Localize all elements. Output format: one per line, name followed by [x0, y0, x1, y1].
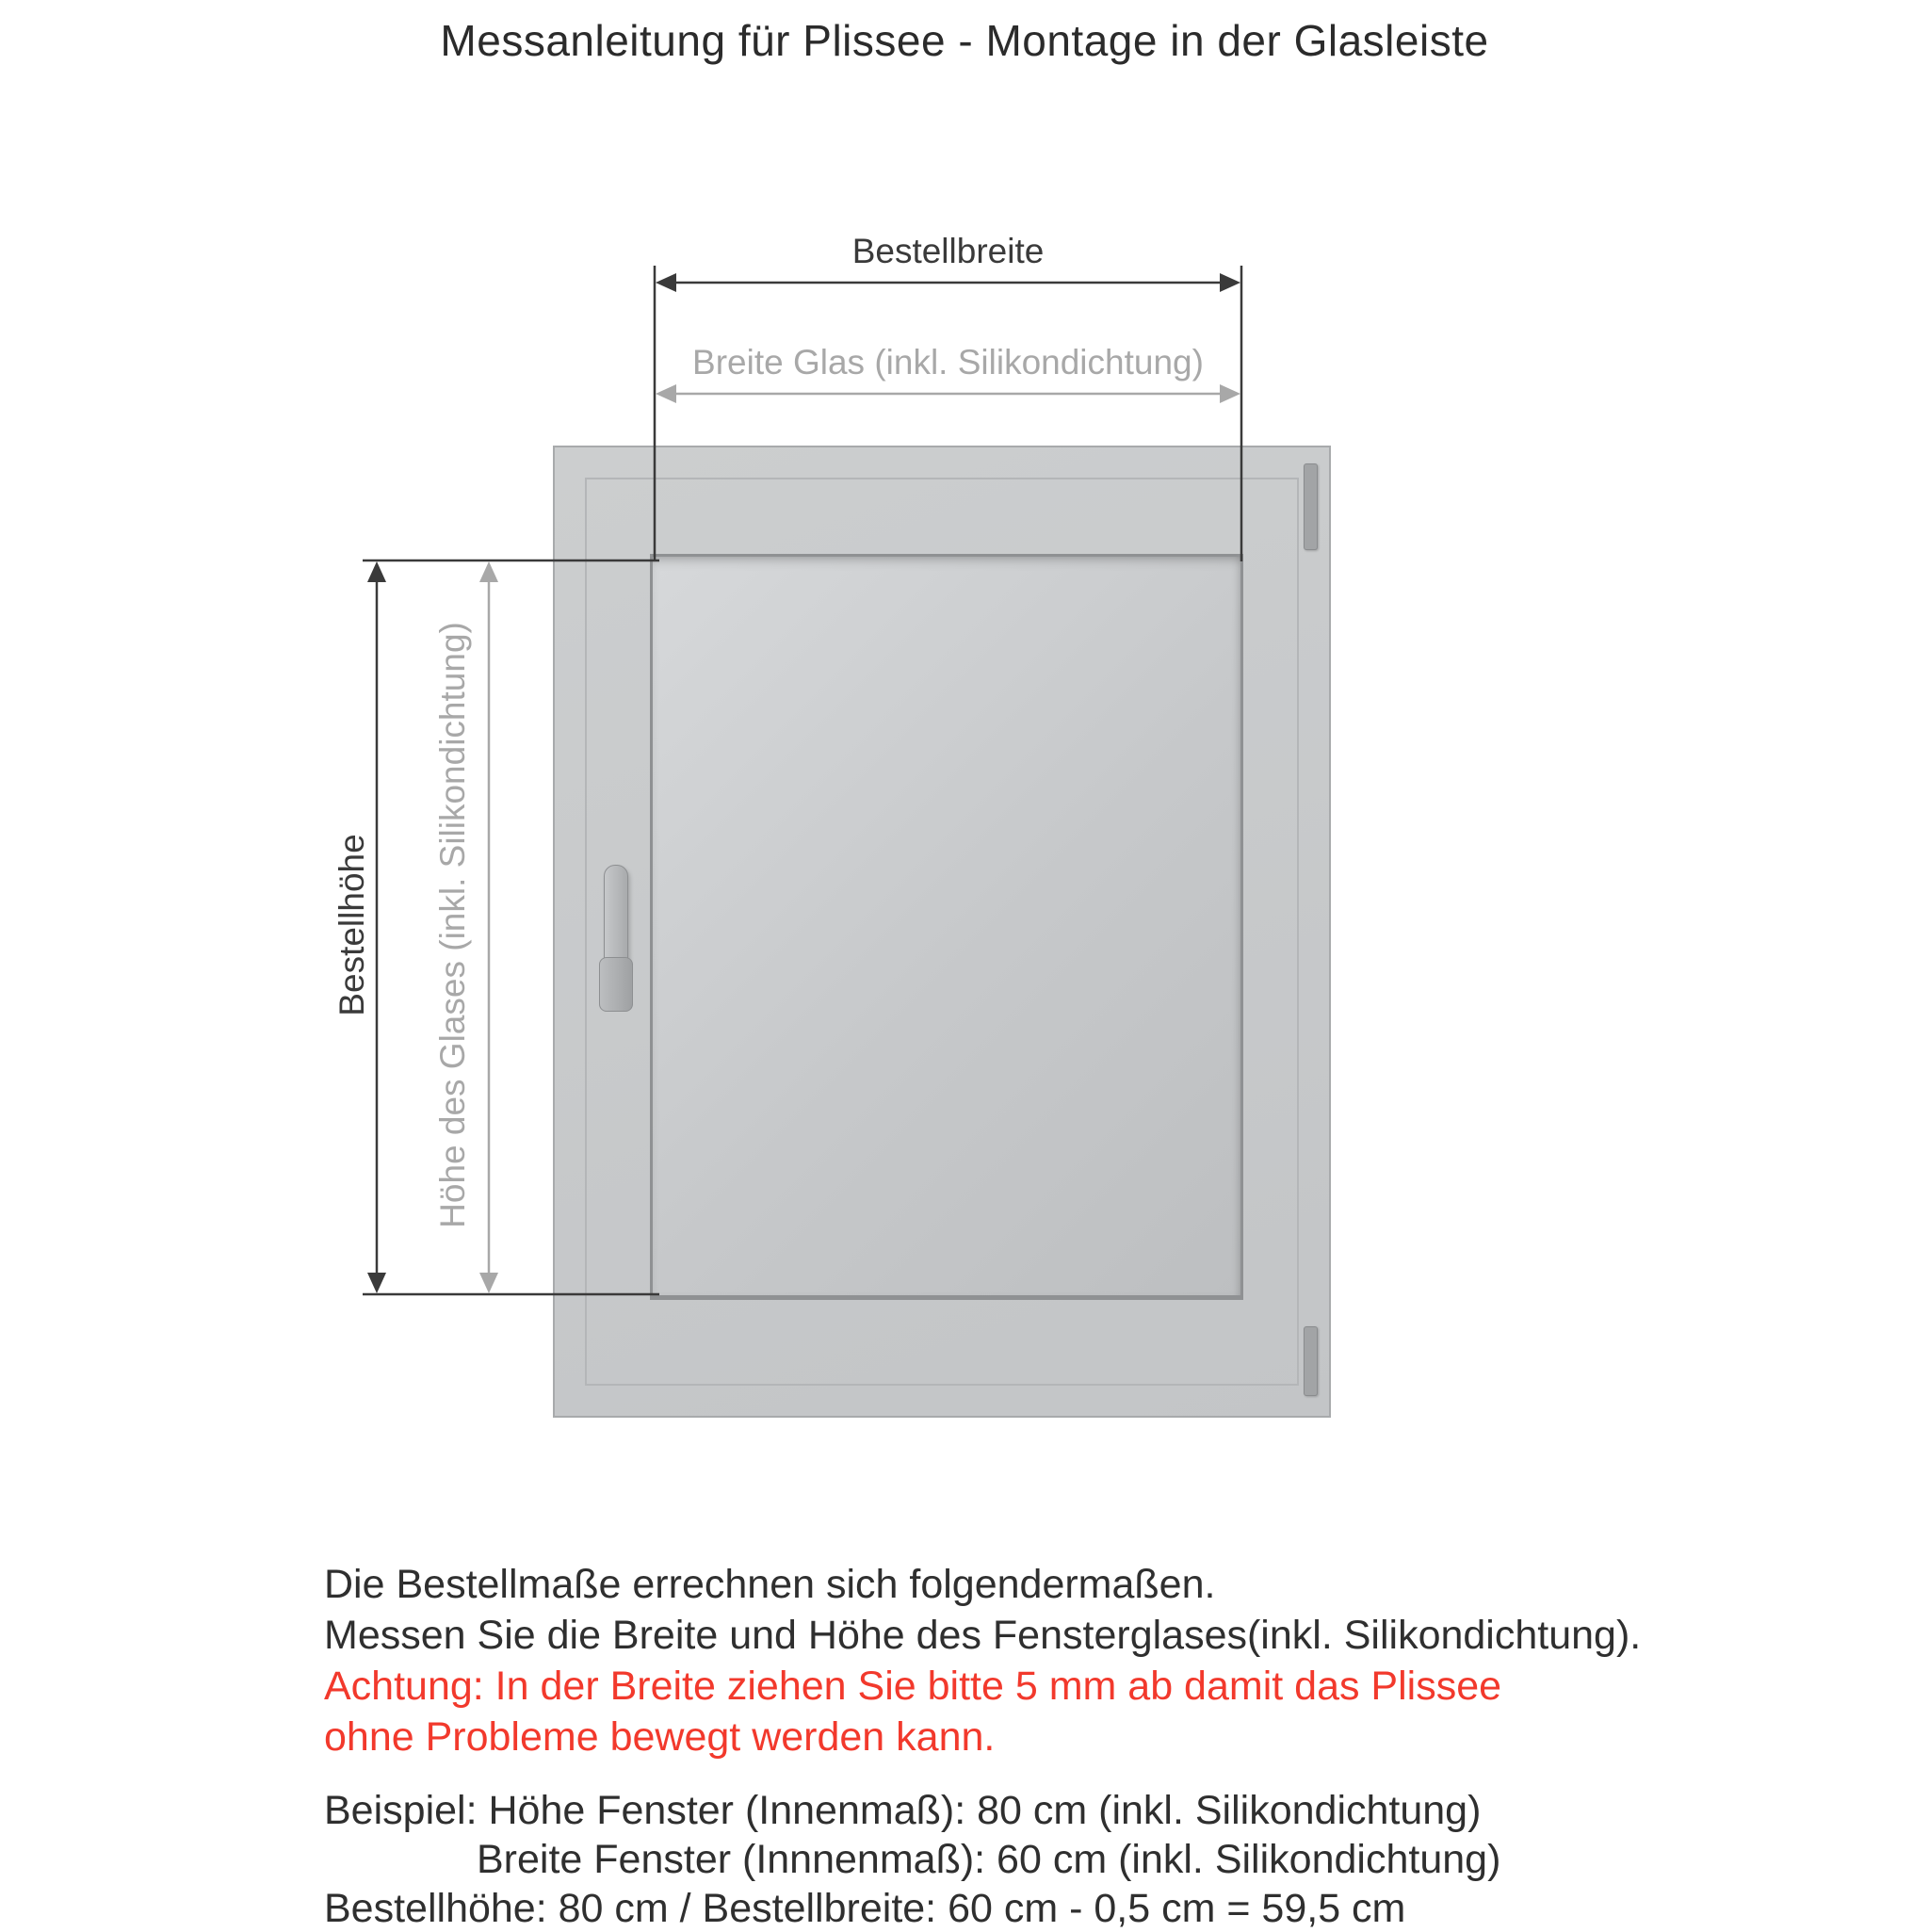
label-order-width: Bestellbreite	[851, 232, 1045, 270]
page-title: Messanleitung für Plissee - Montage in der Glasleiste	[440, 16, 1489, 65]
example-line-3: Bestellhöhe: 80 cm / Bestellbreite: 60 cm - 0,5 cm = 59,5 cm	[324, 1886, 1406, 1931]
instruction-line-1: Die Bestellmaße errechnen sich folgendermaßen.	[324, 1562, 1216, 1607]
window-hinge-bottom-icon	[1304, 1326, 1318, 1396]
example-line-1: Beispiel: Höhe Fenster (Innenmaß): 80 cm (inkl. Silikondichtung)	[324, 1788, 1482, 1833]
warning-line-2: ohne Probleme bewegt werden kann.	[324, 1714, 996, 1760]
warning-line-1: Achtung: In der Breite ziehen Sie bitte 5 mm ab damit das Plissee	[324, 1664, 1502, 1709]
example-line-2: Breite Fenster (Innnenmaß): 60 cm (inkl. Silikondichtung)	[477, 1837, 1501, 1882]
instruction-line-2: Messen Sie die Breite und Höhe des Fensterglases(inkl. Silikondichtung).	[324, 1613, 1642, 1658]
label-glass-width: Breite Glas (inkl. Silikondichtung)	[692, 343, 1204, 382]
label-glass-height: Höhe des Glases (inkl. Silikondichtung)	[433, 622, 472, 1228]
window-handle-base	[599, 957, 633, 1012]
window-glass-pane	[650, 554, 1243, 1300]
window-hinge-top-icon	[1304, 463, 1318, 550]
label-order-height: Bestellhöhe	[332, 834, 371, 1016]
